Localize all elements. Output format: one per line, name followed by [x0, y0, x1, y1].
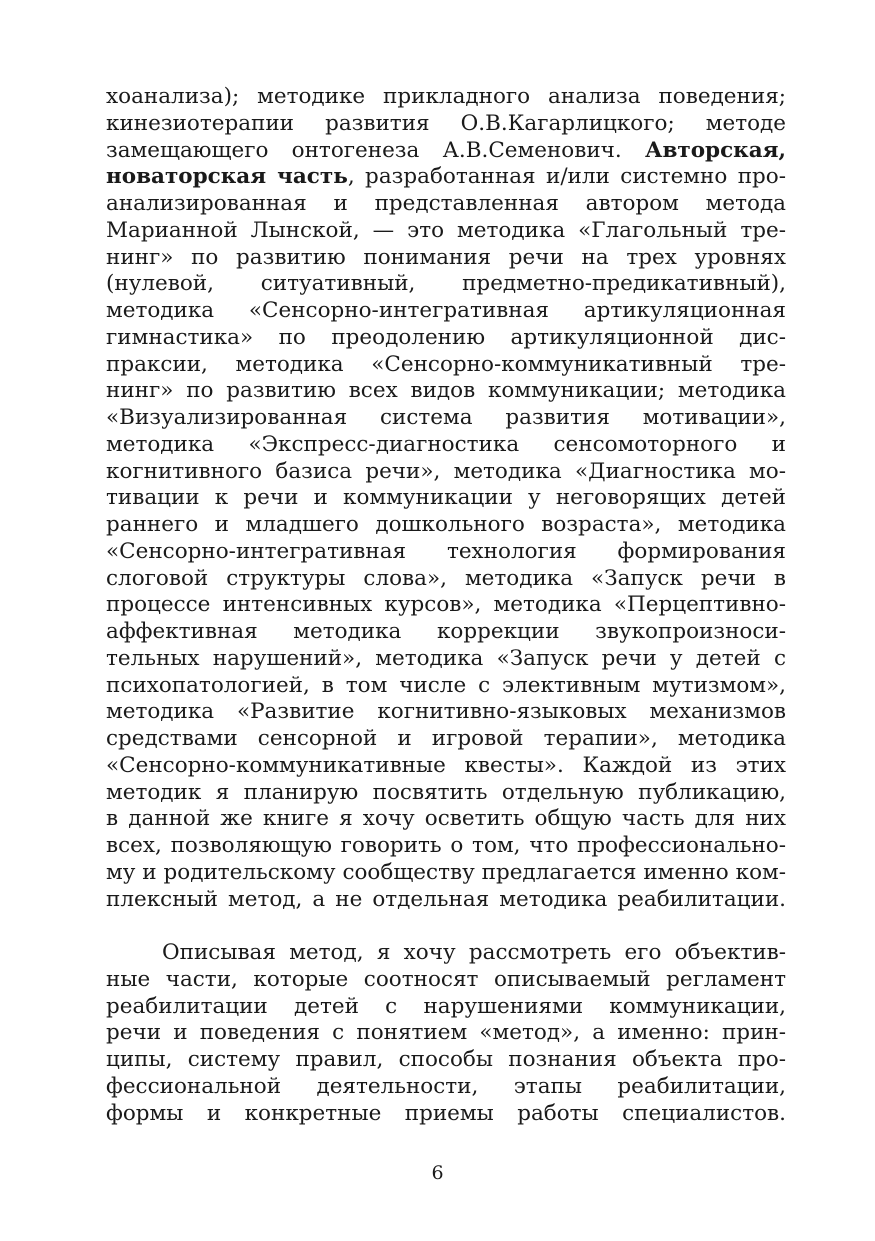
text-line: аффективная методика коррекции звукопроизноси- — [106, 619, 786, 644]
text-line: речи и поведения с понятием «метод», а именно: прин- — [106, 1020, 786, 1046]
text-line — [106, 164, 786, 191]
text-segment: замещающего онтогенеза А.В.Семенович. — [106, 137, 622, 163]
text-line: психопатологией, в том числе с элективным мутизмом», — [106, 672, 786, 698]
text-line: процессе интенсивных курсов», методика «Перцептивно- — [106, 592, 786, 618]
text-line: му и родительскому сообществу предлагается именно ком- — [106, 859, 786, 885]
text-line: фессиональной деятельности, этапы реабилитации, — [106, 1073, 786, 1099]
text-line: «Визуализированная система развития мотивации», — [106, 405, 786, 430]
text-line: Описывая метод, я хочу рассмотреть его объектив- — [162, 940, 786, 965]
text-line: методик я планирую посвятить отдельную публикацию, — [106, 779, 786, 805]
bold-term: Авторская, — [644, 137, 786, 163]
text-line: хоанализа); методике прикладного анализа поведения; — [106, 84, 786, 109]
text-line: «Сенсорно-интегративная технология формирования — [106, 538, 786, 564]
text-line: реабилитации детей с нарушениями коммуникации, — [106, 993, 786, 1019]
text-line: тивации к речи и коммуникации у неговорящих детей — [106, 485, 786, 511]
text-line: методика «Сенсорно-интегративная артикуляционная — [106, 298, 786, 323]
body-text — [106, 84, 786, 1127]
text-line: средствами сенсорной и игровой терапии», методика — [106, 726, 786, 751]
text-line: плексный метод, а не отдельная методика реабилитации. — [106, 886, 786, 912]
text-segment: , разработанная и/или системно про- — [347, 164, 786, 190]
text-line: слоговой структуры слова», методика «Запуск речи в — [106, 565, 786, 591]
page-number: 6 — [431, 1162, 444, 1184]
text-line: формы и конкретные приемы работы специалистов. — [106, 1100, 786, 1126]
text-line: нинг» по развитию понимания речи на трех уровнях — [106, 244, 786, 270]
text-line: гимнастика» по преодолению артикуляционной дис- — [106, 324, 786, 350]
text-line: методика «Экспресс-диагностика сенсомоторного и — [106, 431, 786, 457]
text-line: Марианной Лынской, — это методика «Глагольный тре- — [106, 217, 786, 243]
text-line: праксии, методика «Сенсорно-коммуникативный тре- — [106, 351, 786, 377]
text-line: (нулевой, ситуативный, предметно-предикативный), — [106, 271, 786, 297]
text-line: методика «Развитие когнитивно-языковых механизмов — [106, 699, 786, 725]
text-line — [106, 913, 786, 940]
text-line: ные части, которые соотносят описываемый регламент — [106, 966, 786, 992]
paragraph-2 — [106, 940, 786, 1127]
text-line: всех, позволяющую говорить о том, что профессионально- — [106, 833, 786, 858]
paragraph-1 — [106, 84, 786, 940]
text-line — [106, 138, 786, 165]
text-line: раннего и младшего дошкольного возраста», методика — [106, 512, 786, 537]
text-line: в данной же книге я хочу осветить общую часть для них — [106, 806, 786, 832]
text-line: «Сенсорно-коммуникативные квесты». Каждой из этих — [106, 752, 786, 778]
text-line: кинезиотерапии развития О.В.Кагарлицкого; методе — [106, 110, 786, 136]
text-line: когнитивного базиса речи», методика «Диагностика мо- — [106, 458, 786, 484]
text-line: тельных нарушений», методика «Запуск речи у детей с — [106, 645, 786, 671]
text-line: ципы, систему правил, способы познания объекта про- — [106, 1047, 786, 1072]
text-line: нинг» по развитию всех видов коммуникации; методика — [106, 378, 786, 404]
bold-term: новаторская часть — [106, 164, 348, 190]
text-line: анализированная и представленная автором метода — [106, 191, 786, 216]
